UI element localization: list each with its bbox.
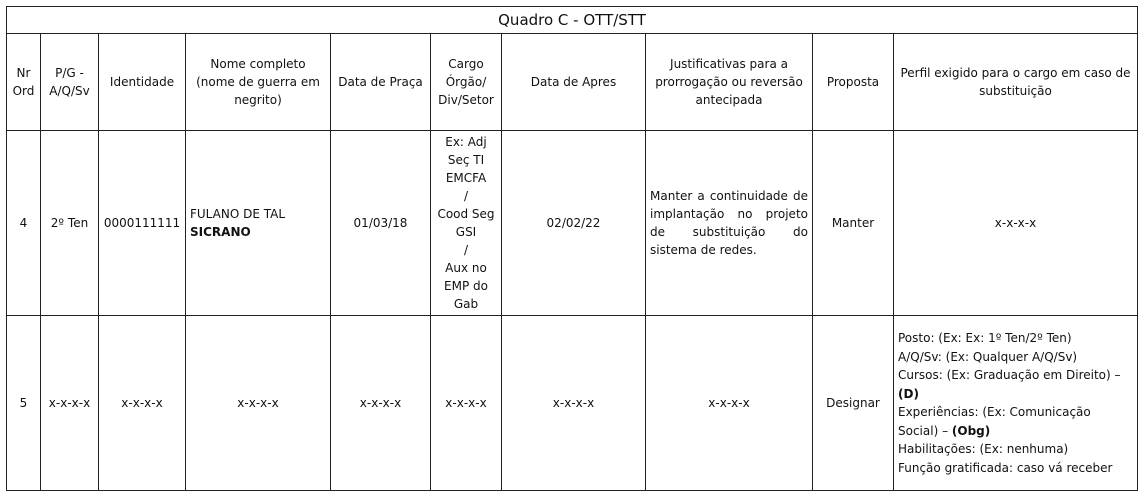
cell-nr: 4 <box>7 131 41 316</box>
cell-proposta: Designar <box>813 316 894 491</box>
quadro-c-table <box>6 6 1138 491</box>
cell-data-praca: 01/03/18 <box>331 131 431 316</box>
cell-justificativa: Manter a continuidade de implantação no projeto de substituição do sistema de redes. <box>646 131 813 316</box>
nome-guerra-text: SICRANO <box>190 225 251 239</box>
cargo-line: / <box>463 243 469 257</box>
cell-identidade: x-x-x-x <box>99 316 186 491</box>
header-justificativas: Justificativas para a prorrogação ou reversão antecipada <box>646 34 813 131</box>
perfil-experiencias-cont <box>898 422 1133 441</box>
header-pg: P/G - A/Q/Sv <box>41 34 99 131</box>
header-row <box>7 34 1138 131</box>
cell-identidade: 0000111111 <box>99 131 186 316</box>
nome-completo-text: FULANO DE TAL <box>190 207 286 221</box>
perfil-habilitacoes: Habilitações: (Ex: nenhuma) <box>898 442 1069 456</box>
cell-nome: x-x-x-x <box>186 316 331 491</box>
cell-nome <box>186 131 331 316</box>
cell-pg: x-x-x-x <box>41 316 99 491</box>
header-data-apres: Data de Apres <box>502 34 646 131</box>
cargo-line: Seç TI <box>447 153 485 167</box>
header-identidade: Identidade <box>99 34 186 131</box>
perfil-cursos-text: Cursos: (Ex: Graduação em Direito) – <box>898 368 1121 382</box>
table-row <box>7 316 1138 491</box>
table-title: Quadro C - OTT/STT <box>7 7 1138 34</box>
perfil-cursos <box>898 366 1133 403</box>
cargo-line: Gab <box>453 297 479 311</box>
cell-cargo <box>431 131 502 316</box>
table-row <box>7 131 1138 316</box>
header-proposta: Proposta <box>813 34 894 131</box>
cargo-line: EMP do <box>444 279 488 293</box>
header-cargo: Cargo Órgão/ Div/Setor <box>431 34 502 131</box>
cargo-line: EMCFA <box>445 171 487 185</box>
perfil-experiencias: Experiências: (Ex: Comunicação <box>898 405 1091 419</box>
perfil-experiencias-tag: (Obg) <box>951 423 991 438</box>
header-data-praca: Data de Praça <box>331 34 431 131</box>
header-nr-ord: Nr Ord <box>7 34 41 131</box>
perfil-funcao: Função gratificada: caso vá receber <box>898 460 1113 475</box>
header-perfil: Perfil exigido para o cargo em caso de substituição <box>894 34 1138 131</box>
perfil-experiencias-text: Social) – <box>898 423 952 438</box>
cell-pg: 2º Ten <box>41 131 99 316</box>
cell-perfil <box>894 316 1138 491</box>
cell-data-apres: x-x-x-x <box>502 316 646 491</box>
cargo-line: Aux no <box>445 261 487 275</box>
cargo-line: / <box>463 189 469 203</box>
cargo-line: GSI <box>455 225 477 239</box>
perfil-aqsv: A/Q/Sv: (Ex: Qualquer A/Q/Sv) <box>898 349 1078 364</box>
cell-perfil: x-x-x-x <box>894 131 1138 316</box>
cell-proposta: Manter <box>813 131 894 316</box>
header-nome-completo: Nome completo (nome de guerra em negrito) <box>186 34 331 131</box>
cell-justificativa: x-x-x-x <box>646 316 813 491</box>
cell-nr: 5 <box>7 316 41 491</box>
perfil-posto: Posto: (Ex: Ex: 1º Ten/2º Ten) <box>898 331 1072 345</box>
perfil-cursos-tag: (D) <box>898 386 919 401</box>
cell-data-praca: x-x-x-x <box>331 316 431 491</box>
cell-cargo: x-x-x-x <box>431 316 502 491</box>
cargo-line: Ex: Adj <box>445 135 487 149</box>
cell-data-apres: 02/02/22 <box>502 131 646 316</box>
cargo-line: Cood Seg <box>437 207 495 221</box>
